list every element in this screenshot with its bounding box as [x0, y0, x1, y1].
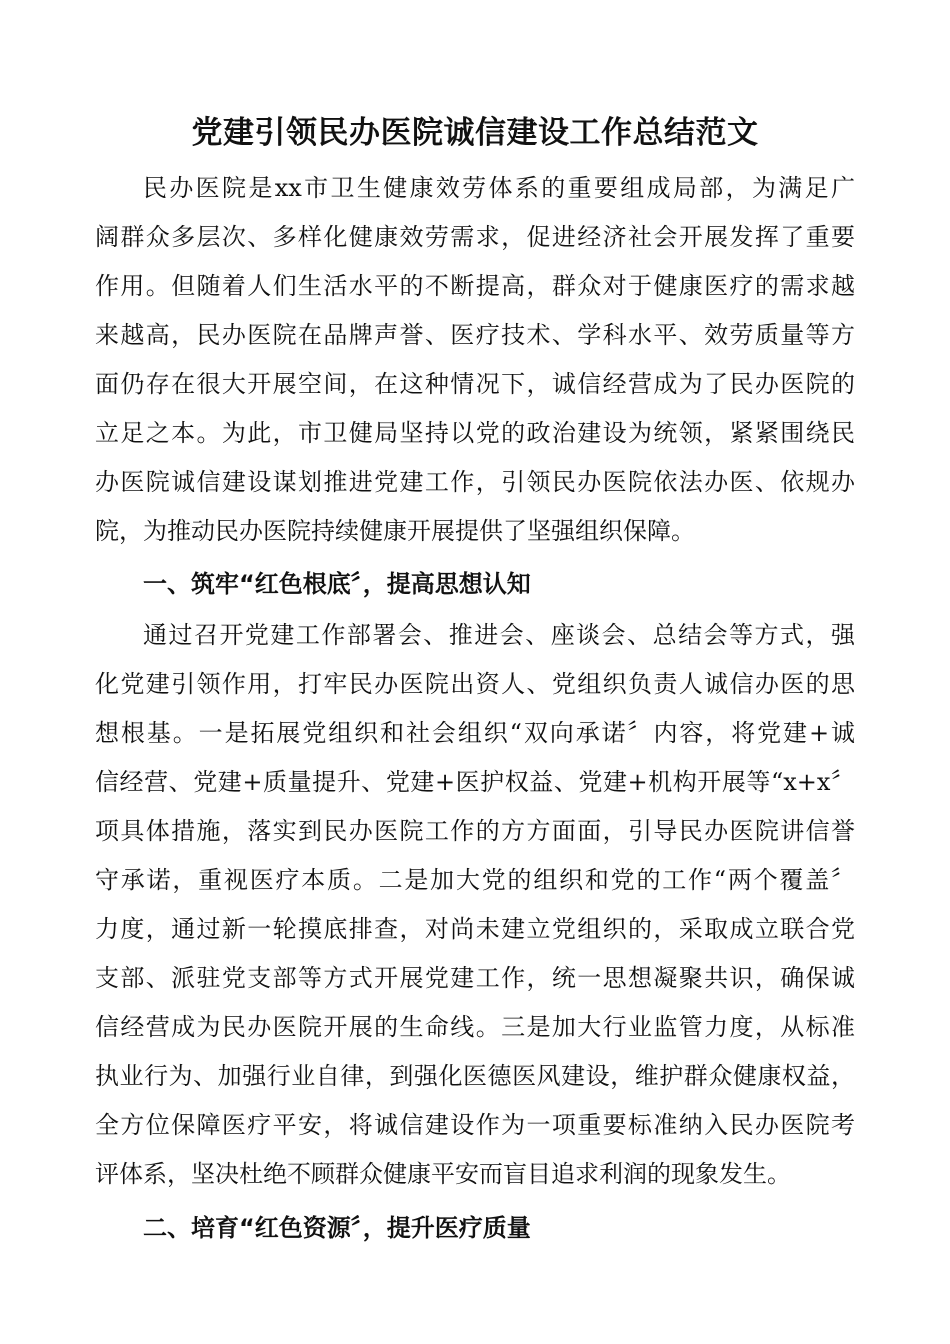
- paragraph-line: 院，为推动民办医院持续健康开展提供了坚强组织保障。: [95, 517, 695, 545]
- paragraph-line: 项具体措施，落实到民办医院工作的方方面面，引导民办医院讲信誉: [95, 817, 855, 845]
- paragraph-line: 面仍存在很大开展空间，在这种情况下，诚信经营成为了民办医院的: [95, 370, 855, 398]
- paragraph-line: 办医院诚信建设谋划推进党建工作，引领民办医院依法办医、依规办: [95, 468, 855, 496]
- paragraph-line: 力度，通过新一轮摸底排查，对尚未建立党组织的，采取成立联合党: [95, 915, 855, 943]
- paragraph-line: 阔群众多层次、多样化健康效劳需求，促进经济社会开展发挥了重要: [95, 223, 855, 251]
- paragraph-line: 化党建引领作用，打牢民办医院出资人、党组织负责人诚信办医的思: [95, 670, 855, 698]
- section-heading: 一、筑牢“红色根底〞，提高思想认知: [143, 570, 531, 598]
- paragraph-line: 想根基。一是拓展党组织和社会组织“双向承诺〞内容，将党建+诚: [95, 719, 855, 747]
- paragraph-line: 守承诺，重视医疗本质。二是加大党的组织和党的工作“两个覆盖〞: [95, 866, 855, 894]
- paragraph-line: 作用。但随着人们生活水平的不断提高，群众对于健康医疗的需求越: [95, 272, 855, 300]
- paragraph-line: 执业行为、加强行业自律，到强化医德医风建设，维护群众健康权益，: [95, 1062, 855, 1090]
- paragraph-line: 信经营、党建+质量提升、党建+医护权益、党建+机构开展等“x+x〞: [95, 768, 855, 796]
- paragraph-line: 民办医院是xx市卫生健康效劳体系的重要组成局部，为满足广: [143, 174, 855, 202]
- section-heading: 二、培育“红色资源〞，提升医疗质量: [143, 1214, 531, 1242]
- paragraph-line: 立足之本。为此，市卫健局坚持以党的政治建设为统领，紧紧围绕民: [95, 419, 855, 447]
- paragraph-line: 通过召开党建工作部署会、推进会、座谈会、总结会等方式，强: [143, 621, 855, 649]
- paragraph-line: 来越高，民办医院在品牌声誉、医疗技术、学科水平、效劳质量等方: [95, 321, 855, 349]
- paragraph-line: 支部、派驻党支部等方式开展党建工作，统一思想凝聚共识，确保诚: [95, 964, 855, 992]
- paragraph-line: 信经营成为民办医院开展的生命线。三是加大行业监管力度，从标准: [95, 1013, 855, 1041]
- paragraph-line: 全方位保障医疗平安，将诚信建设作为一项重要标准纳入民办医院考: [95, 1111, 855, 1139]
- document-title: 党建引领民办医院诚信建设工作总结范文: [191, 115, 759, 151]
- paragraph-line: 评体系，坚决杜绝不顾群众健康平安而盲目追求利润的现象发生。: [95, 1160, 791, 1188]
